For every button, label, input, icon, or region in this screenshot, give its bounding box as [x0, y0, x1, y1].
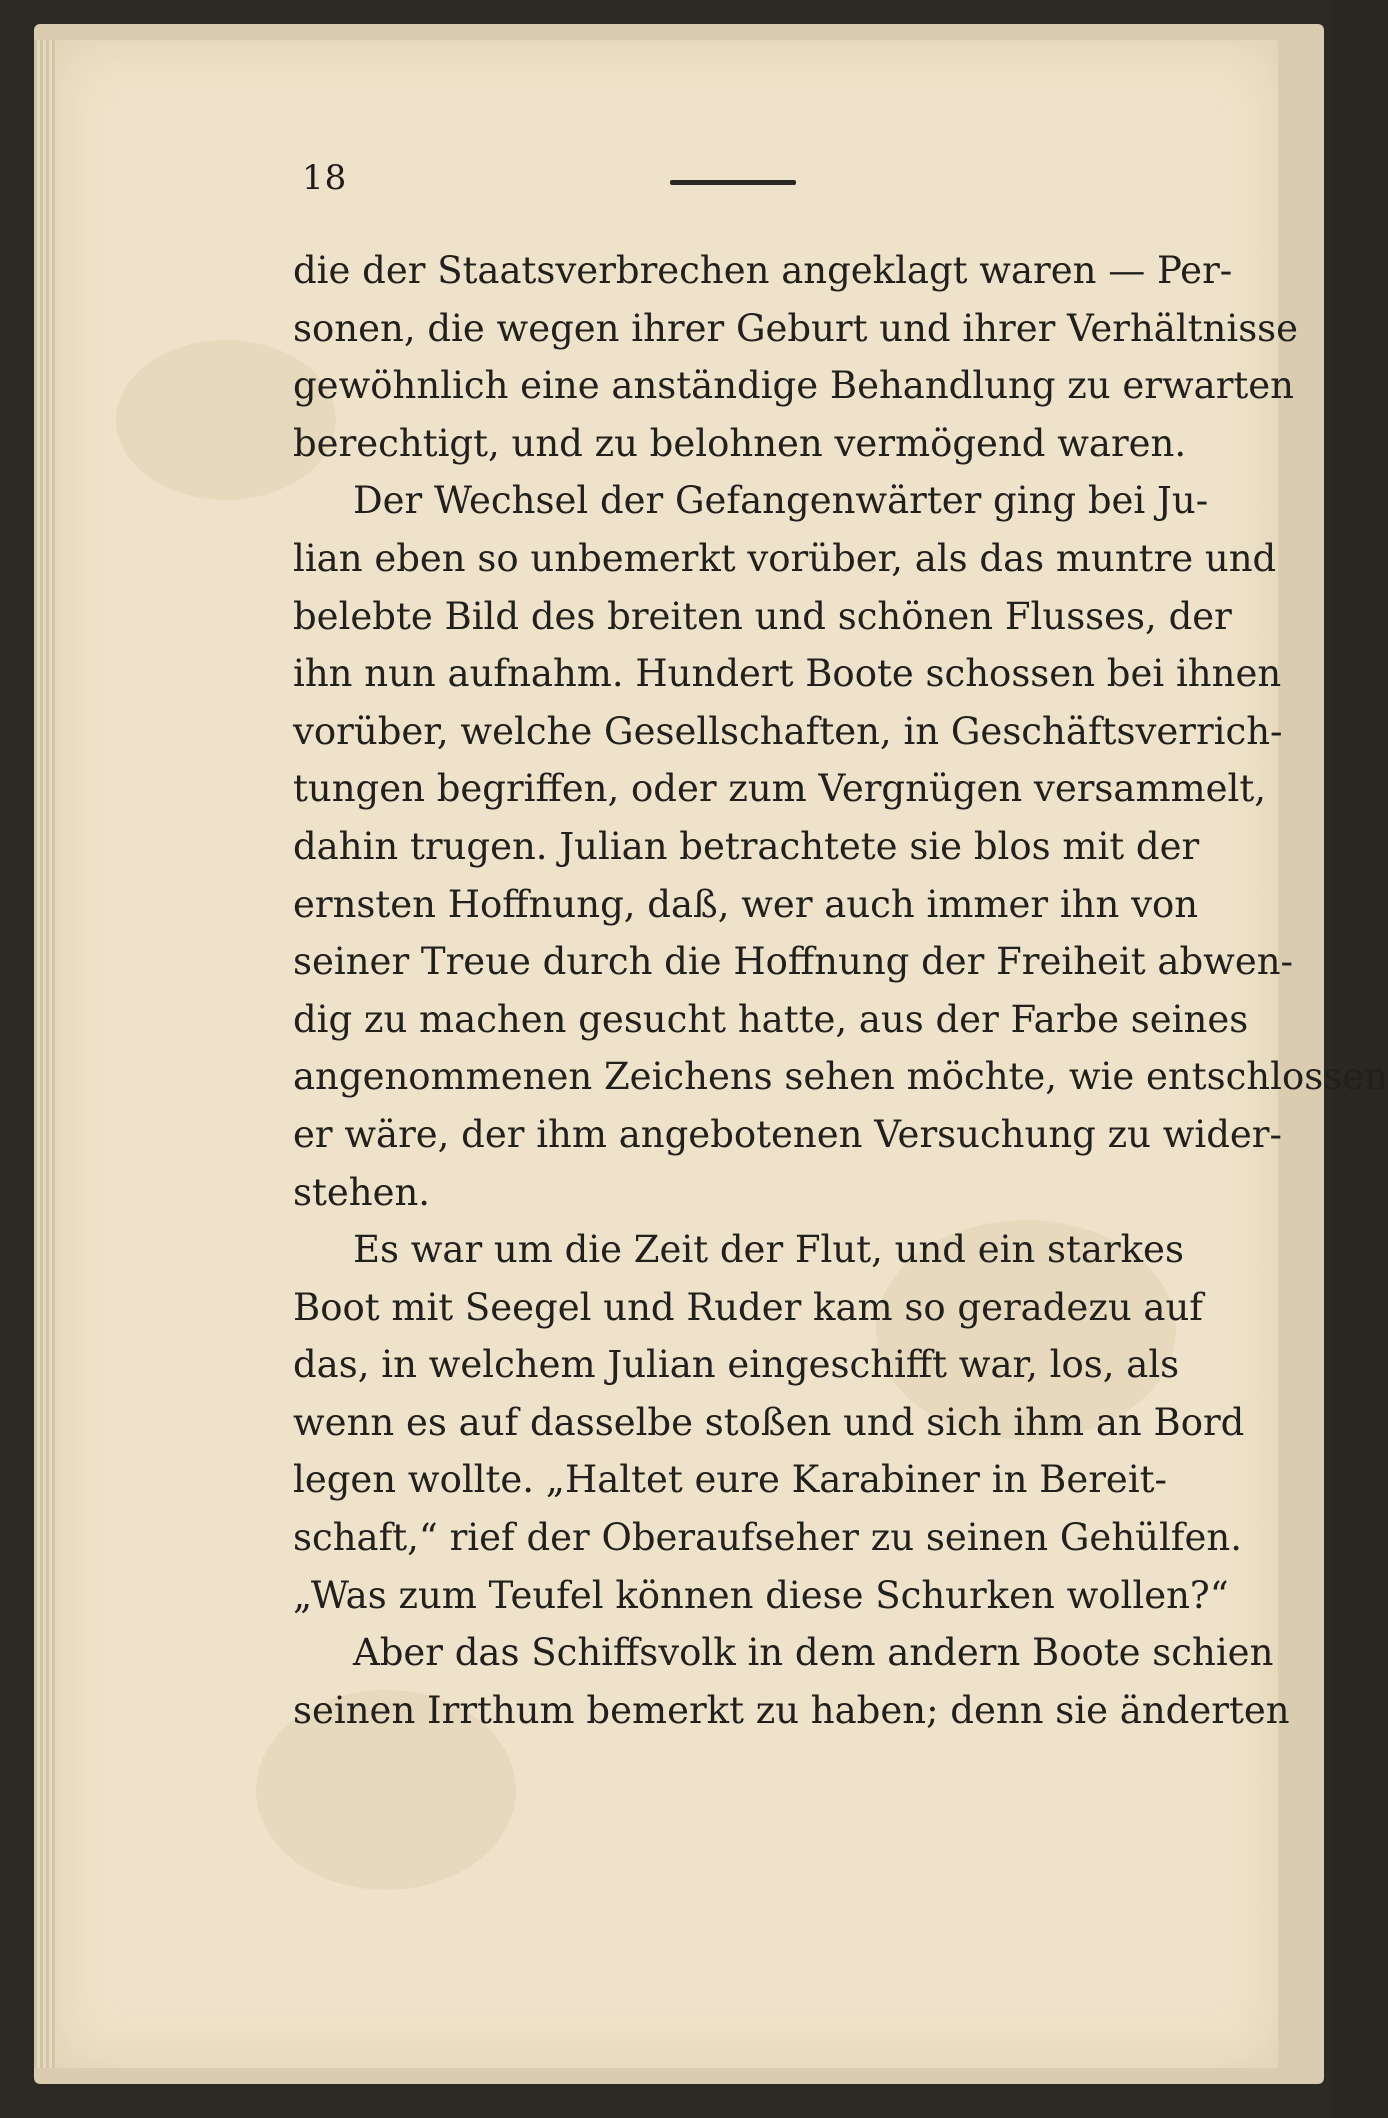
- text-line: sonen, die wegen ihrer Geburt und ihrer Verhältnisse: [293, 306, 1299, 350]
- page-edges: [34, 40, 58, 2068]
- text-line: Aber das Schiffsvolk in dem andern Boote schien: [353, 1631, 1274, 1675]
- header-rule: [670, 180, 796, 185]
- text-line: Der Wechsel der Gefangenwärter ging bei Ju-: [353, 479, 1209, 523]
- text-line: er wäre, der ihm angebotenen Versuchung zu wider-: [293, 1112, 1282, 1156]
- body-text: [293, 242, 1388, 1739]
- text-line: ernsten Hoffnung, daß, wer auch immer ihn von: [293, 882, 1199, 926]
- text-line: legen wollte. „Haltet eure Karabiner in Bereit-: [293, 1458, 1168, 1502]
- text-line: Boot mit Seegel und Ruder kam so geradezu auf: [293, 1285, 1203, 1329]
- text-line: schaft,“ rief der Oberaufseher zu seinen Gehülfen.: [293, 1516, 1242, 1560]
- text-line: gewöhnlich eine anständige Behandlung zu erwarten: [293, 364, 1294, 408]
- page-header: [302, 158, 1142, 198]
- text-line: die der Staatsverbrechen angeklagt waren — Per-: [293, 249, 1233, 292]
- text-line: dahin trugen. Julian betrachtete sie blos mit der: [293, 824, 1200, 868]
- text-line: dig zu machen gesucht hatte, aus der Farbe seines: [293, 997, 1249, 1041]
- text-line: seiner Treue durch die Hoffnung der Freiheit abwen-: [293, 940, 1294, 984]
- page-number: 18: [302, 158, 348, 198]
- text-line: belebte Bild des breiten und schönen Flusses, der: [293, 594, 1232, 638]
- text-line: „Was zum Teufel können diese Schurken wollen?“: [293, 1573, 1229, 1617]
- text-line: Es war um die Zeit der Flut, und ein starkes: [353, 1228, 1184, 1272]
- text-line: seinen Irrthum bemerkt zu haben; denn sie änderten: [293, 1688, 1290, 1732]
- text-line: berechtigt, und zu belohnen vermögend waren.: [293, 421, 1187, 465]
- text-line: wenn es auf dasselbe stoßen und sich ihm an Bord: [293, 1400, 1245, 1444]
- text-line: angenommenen Zeichens sehen möchte, wie entschlossen: [293, 1055, 1388, 1099]
- text-line: tungen begriffen, oder zum Vergnügen versammelt,: [293, 767, 1266, 811]
- text-line: lian eben so unbemerkt vorüber, als das muntre und: [293, 536, 1277, 580]
- text-line: stehen.: [293, 1170, 431, 1214]
- text-line: vorüber, welche Gesellschaften, in Geschäftsverrich-: [293, 709, 1283, 753]
- text-line: ihn nun aufnahm. Hundert Boote schossen bei ihnen: [293, 652, 1282, 696]
- text-line: das, in welchem Julian eingeschifft war, los, als: [293, 1343, 1180, 1387]
